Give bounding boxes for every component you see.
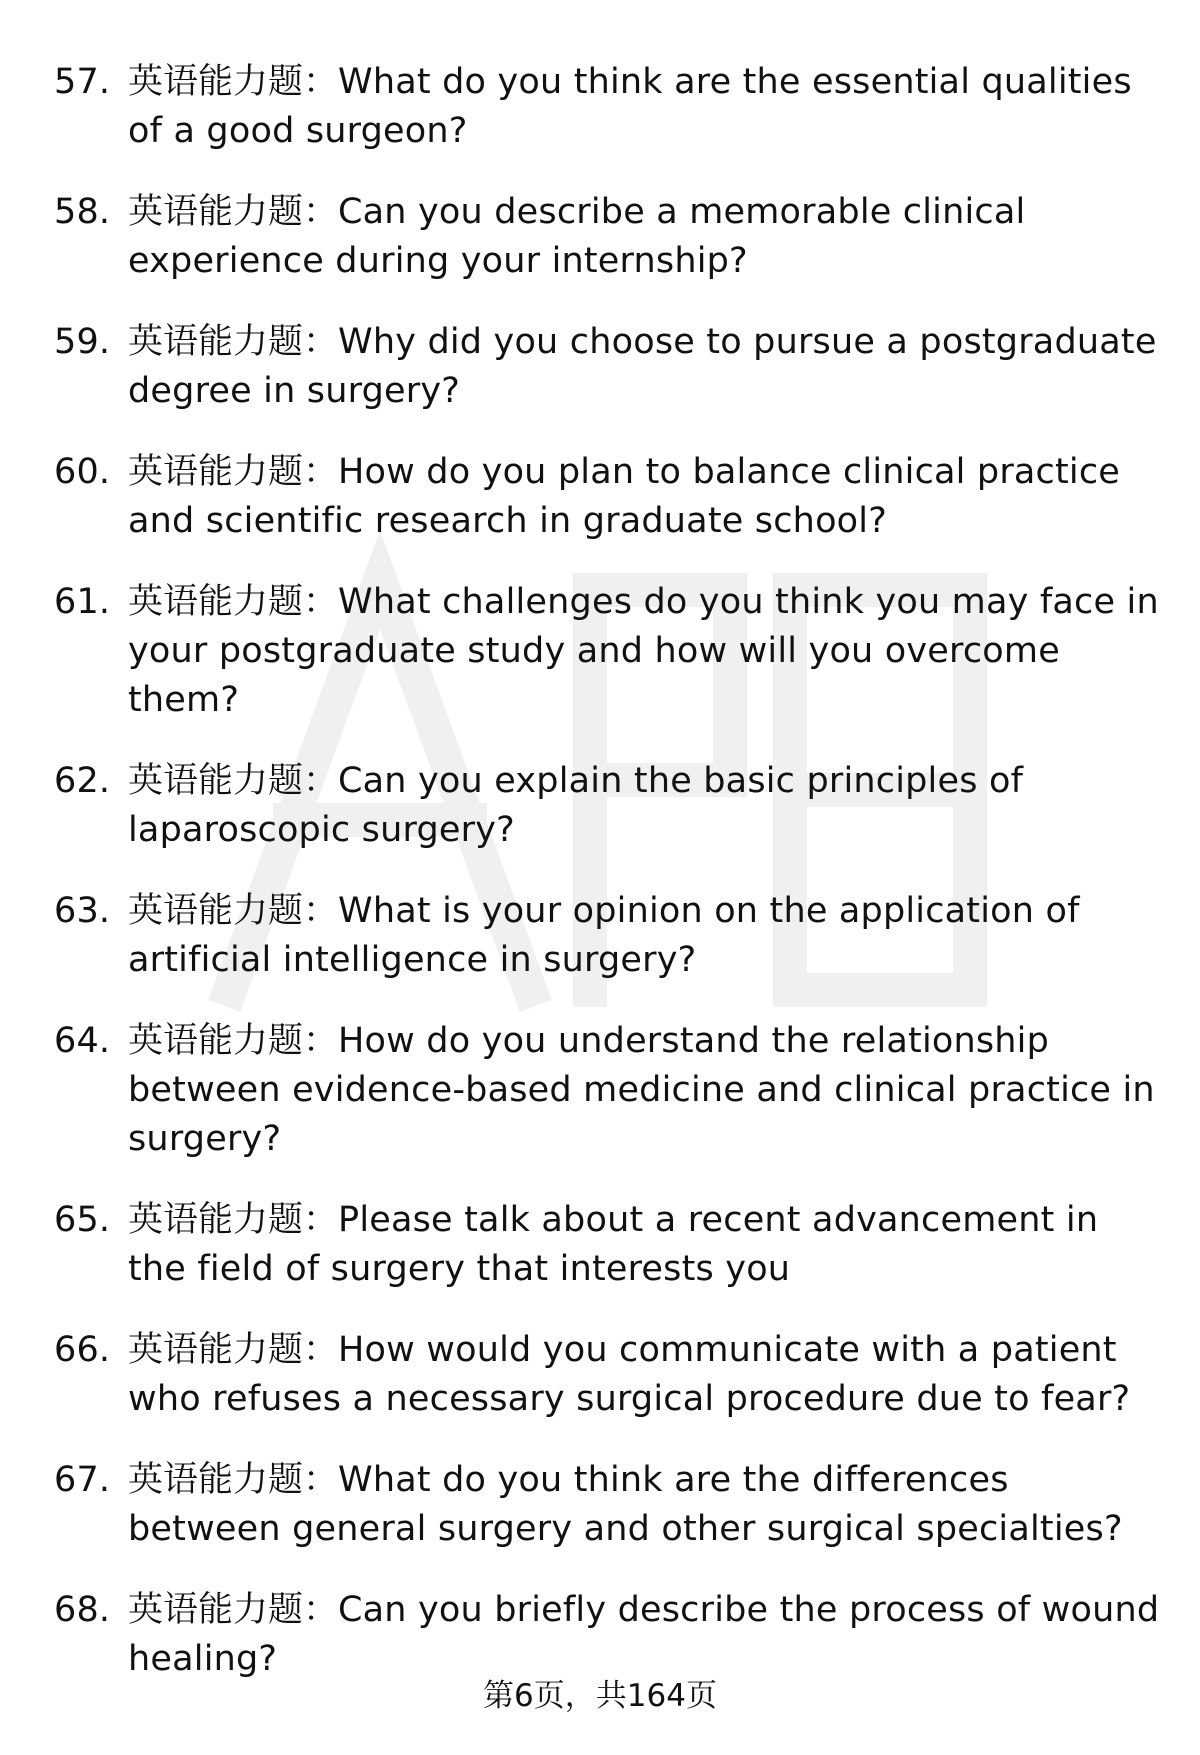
question-number: 64. bbox=[54, 1021, 111, 1061]
question-text: Please talk about a recent advancement in the field of surgery that interests you bbox=[128, 1200, 1099, 1289]
question-tag: 英语能力题： bbox=[128, 1460, 339, 1500]
question-tag: 英语能力题： bbox=[128, 322, 339, 362]
question-text: What challenges do you think you may face in your postgraduate study and how will you overcome them? bbox=[128, 582, 1159, 720]
question-number: 63. bbox=[54, 891, 111, 931]
page-footer bbox=[0, 1676, 1200, 1716]
question-text: What do you think are the differences between general surgery and other surgical specialties? bbox=[128, 1460, 1123, 1549]
question-number: 60. bbox=[54, 452, 111, 492]
question-number: 62. bbox=[54, 761, 111, 801]
question-number: 57. bbox=[54, 62, 111, 102]
question-tag: 英语能力题： bbox=[128, 1021, 339, 1061]
question-tag: 英语能力题： bbox=[128, 761, 339, 801]
question-item-63 bbox=[54, 887, 1164, 985]
question-text: Can you briefly describe the process of wound healing? bbox=[128, 1590, 1160, 1679]
question-text: How would you communicate with a patient who refuses a necessary surgical procedure due to fear? bbox=[128, 1330, 1131, 1419]
question-text: What is your opinion on the application of artificial intelligence in surgery? bbox=[128, 891, 1080, 980]
question-text: Can you describe a memorable clinical experience during your internship? bbox=[128, 192, 1026, 281]
question-text: What do you think are the essential qualities of a good surgeon? bbox=[128, 62, 1132, 151]
question-tag: 英语能力题： bbox=[128, 452, 339, 492]
question-item-65 bbox=[54, 1196, 1164, 1294]
question-tag: 英语能力题： bbox=[128, 891, 339, 931]
question-text: How do you plan to balance clinical practice and scientific research in graduate school? bbox=[128, 452, 1121, 541]
question-number: 66. bbox=[54, 1330, 111, 1370]
question-item-58 bbox=[54, 188, 1164, 286]
question-tag: 英语能力题： bbox=[128, 192, 339, 232]
question-number: 65. bbox=[54, 1200, 111, 1240]
question-tag: 英语能力题： bbox=[128, 1590, 339, 1630]
question-item-60 bbox=[54, 448, 1164, 546]
question-tag: 英语能力题： bbox=[128, 582, 339, 622]
question-text: Can you explain the basic principles of laparoscopic surgery? bbox=[128, 761, 1024, 850]
question-tag: 英语能力题： bbox=[128, 1330, 339, 1370]
question-text: How do you understand the relationship between evidence-based medicine and clinical practice in surgery? bbox=[128, 1021, 1155, 1159]
question-tag: 英语能力题： bbox=[128, 62, 339, 102]
question-item-64 bbox=[54, 1017, 1164, 1164]
question-list bbox=[54, 58, 1164, 1716]
question-item-66 bbox=[54, 1326, 1164, 1424]
question-number: 59. bbox=[54, 322, 111, 362]
question-item-61 bbox=[54, 578, 1164, 725]
question-text: Why did you choose to pursue a postgraduate degree in surgery? bbox=[128, 322, 1157, 411]
question-item-59 bbox=[54, 318, 1164, 416]
question-number: 58. bbox=[54, 192, 111, 232]
question-item-57 bbox=[54, 58, 1164, 156]
question-tag: 英语能力题： bbox=[128, 1200, 339, 1240]
question-item-68 bbox=[54, 1586, 1164, 1684]
question-item-62 bbox=[54, 757, 1164, 855]
question-number: 67. bbox=[54, 1460, 111, 1500]
question-number: 68. bbox=[54, 1590, 111, 1630]
page-number-label: 第6页，共164页 bbox=[483, 1678, 717, 1714]
question-number: 61. bbox=[54, 582, 111, 622]
question-item-67 bbox=[54, 1456, 1164, 1554]
